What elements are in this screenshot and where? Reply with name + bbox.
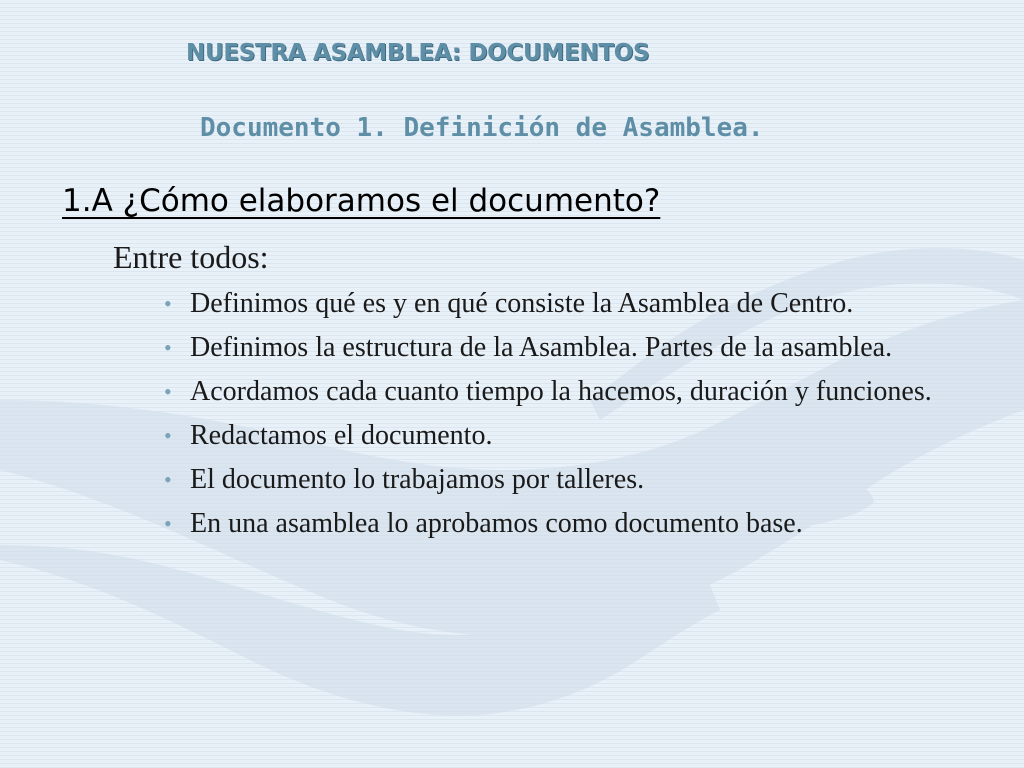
bullet-text: El documento lo trabajamos por talleres. (190, 464, 645, 495)
bullet-item (164, 506, 944, 542)
bullet-icon: • (164, 467, 172, 492)
bullet-icon: • (164, 423, 172, 448)
bullet-item (164, 330, 944, 366)
bullet-text: Acordamos cada cuanto tiempo la hacemos, duración y funciones. (190, 376, 932, 407)
bullet-text: En una asamblea lo aprobamos como documento base. (190, 508, 803, 539)
slide-title: NUESTRA ASAMBLEA: DOCUMENTOS (186, 40, 650, 66)
bullet-icon: • (164, 335, 172, 360)
bullet-item (164, 286, 944, 322)
bullet-item (164, 462, 944, 498)
bullet-text: Definimos qué es y en qué consiste la Asamblea de Centro. (190, 288, 854, 319)
section-heading: 1.A ¿Cómo elaboramos el documento? (62, 183, 661, 219)
bullet-icon: • (164, 379, 172, 404)
bullet-text: Definimos la estructura de la Asamblea. Partes de la asamblea. (190, 332, 893, 363)
bullet-text: Redactamos el documento. (190, 420, 493, 451)
bullet-list (164, 286, 944, 550)
bullet-item (164, 374, 944, 410)
slide-subtitle: Documento 1. Definición de Asamblea. (200, 113, 764, 143)
bullet-icon: • (164, 291, 172, 316)
intro-text: Entre todos: (113, 239, 269, 275)
bullet-icon: • (164, 511, 172, 536)
bullet-item (164, 418, 944, 454)
